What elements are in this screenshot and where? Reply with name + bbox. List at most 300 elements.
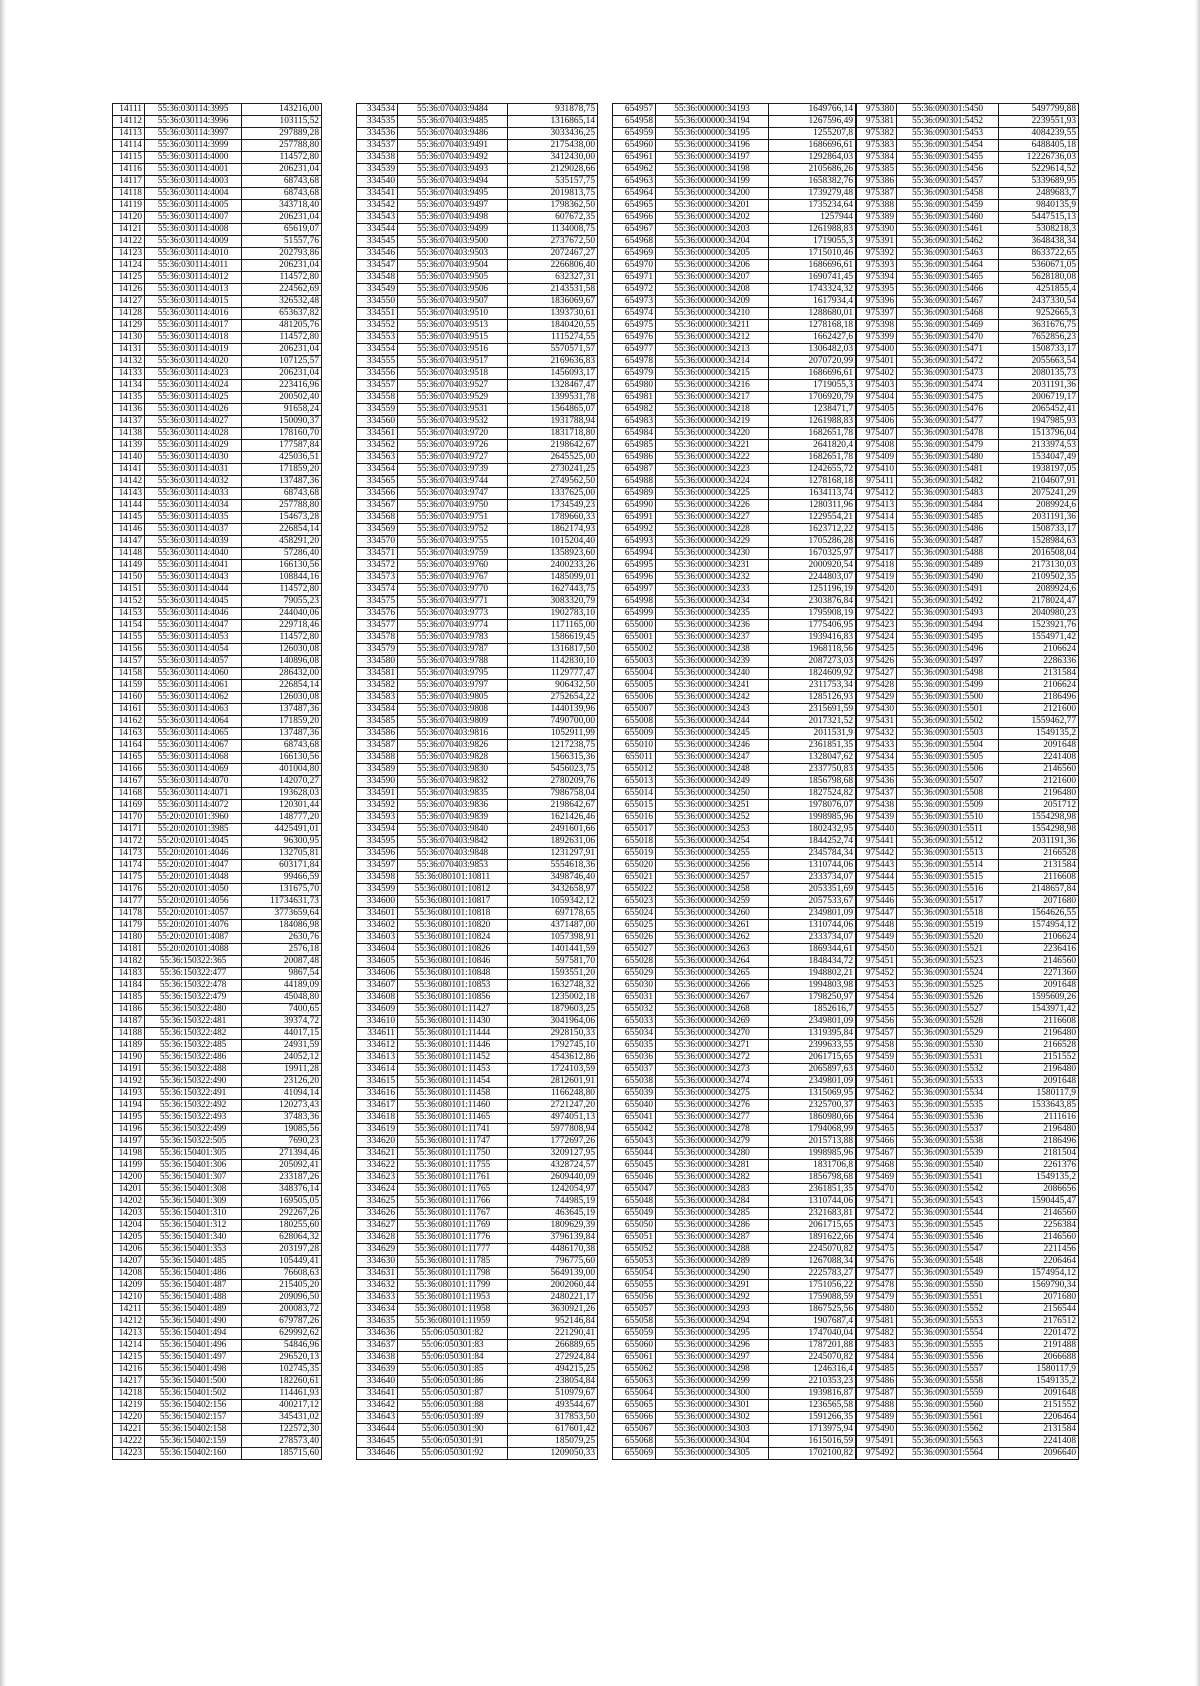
row-number-cell: 975413 bbox=[857, 500, 897, 512]
cadastral-number-cell: 55:06:050301:85 bbox=[398, 1364, 508, 1376]
row-number-cell: 14156 bbox=[113, 644, 145, 656]
table-row bbox=[857, 212, 1079, 224]
table-row bbox=[613, 536, 856, 548]
row-number-cell: 975459 bbox=[857, 1052, 897, 1064]
table-row bbox=[357, 1268, 598, 1280]
row-number-cell: 975486 bbox=[857, 1376, 897, 1388]
value-cell: 1775406,95 bbox=[769, 620, 856, 632]
cadastral-number-cell: 55:36:090301:5464 bbox=[897, 260, 999, 272]
cadastral-number-cell: 55:36:000000:34287 bbox=[656, 1232, 769, 1244]
table-row bbox=[113, 164, 322, 176]
table-row bbox=[857, 1292, 1079, 1304]
cadastral-number-cell: 55:36:070403:9788 bbox=[398, 656, 508, 668]
row-number-cell: 655024 bbox=[613, 908, 656, 920]
table-row bbox=[357, 764, 598, 776]
table-row bbox=[613, 764, 856, 776]
table-row bbox=[857, 800, 1079, 812]
cadastral-number-cell: 55:36:090301:5562 bbox=[897, 1424, 999, 1436]
cadastral-number-cell: 55:36:030114:4035 bbox=[145, 512, 242, 524]
row-number-cell: 975478 bbox=[857, 1280, 897, 1292]
row-number-cell: 334601 bbox=[357, 908, 398, 920]
value-cell: 4371487,00 bbox=[508, 920, 598, 932]
value-cell: 1554971,42 bbox=[999, 632, 1079, 644]
value-cell: 2349801,09 bbox=[769, 1076, 856, 1088]
value-cell: 2225783,27 bbox=[769, 1268, 856, 1280]
table-row bbox=[113, 836, 322, 848]
table-row bbox=[613, 860, 856, 872]
cadastral-number-cell: 55:36:090301:5537 bbox=[897, 1124, 999, 1136]
cadastral-number-cell: 55:36:000000:34280 bbox=[656, 1148, 769, 1160]
table-row bbox=[357, 476, 598, 488]
row-number-cell: 334567 bbox=[357, 500, 398, 512]
table-row bbox=[113, 596, 322, 608]
value-cell: 2053351,69 bbox=[769, 884, 856, 896]
value-cell: 5229614,52 bbox=[999, 164, 1079, 176]
row-number-cell: 654990 bbox=[613, 500, 656, 512]
table-row bbox=[613, 1292, 856, 1304]
value-cell: 2015713,88 bbox=[769, 1136, 856, 1148]
cadastral-number-cell: 55:36:150322:482 bbox=[145, 1028, 242, 1040]
row-number-cell: 14179 bbox=[113, 920, 145, 932]
cadastral-number-cell: 55:36:090301:5556 bbox=[897, 1352, 999, 1364]
row-number-cell: 14133 bbox=[113, 368, 145, 380]
table-row bbox=[113, 908, 322, 920]
value-cell: 1292864,03 bbox=[769, 152, 856, 164]
row-number-cell: 655010 bbox=[613, 740, 656, 752]
cadastral-number-cell: 55:20:020101:4046 bbox=[145, 848, 242, 860]
value-cell: 1798362,50 bbox=[508, 200, 598, 212]
cadastral-number-cell: 55:36:000000:34298 bbox=[656, 1364, 769, 1376]
row-number-cell: 654998 bbox=[613, 596, 656, 608]
table-row bbox=[613, 380, 856, 392]
table-row bbox=[113, 224, 322, 236]
cadastral-number-cell: 55:36:090301:5507 bbox=[897, 776, 999, 788]
cadastral-number-cell: 55:36:090301:5542 bbox=[897, 1184, 999, 1196]
row-number-cell: 14163 bbox=[113, 728, 145, 740]
value-cell: 5308218,3 bbox=[999, 224, 1079, 236]
row-number-cell: 654958 bbox=[613, 116, 656, 128]
row-number-cell: 14143 bbox=[113, 488, 145, 500]
table-row bbox=[857, 332, 1079, 344]
value-cell: 603171,84 bbox=[242, 860, 322, 872]
row-number-cell: 655054 bbox=[613, 1268, 656, 1280]
row-number-cell: 14176 bbox=[113, 884, 145, 896]
value-cell: 1879603,25 bbox=[508, 1004, 598, 1016]
row-number-cell: 334576 bbox=[357, 608, 398, 620]
row-number-cell: 14178 bbox=[113, 908, 145, 920]
value-cell: 2303876,84 bbox=[769, 596, 856, 608]
value-cell: 1939816,87 bbox=[769, 1388, 856, 1400]
cadastral-number-cell: 55:36:150402:157 bbox=[145, 1412, 242, 1424]
value-cell: 148777,20 bbox=[242, 812, 322, 824]
table-row bbox=[857, 224, 1079, 236]
row-number-cell: 975481 bbox=[857, 1316, 897, 1328]
table-row bbox=[357, 452, 598, 464]
table-row bbox=[113, 956, 322, 968]
row-number-cell: 975409 bbox=[857, 452, 897, 464]
cadastral-number-cell: 55:36:000000:34270 bbox=[656, 1028, 769, 1040]
value-cell: 1319395,84 bbox=[769, 1028, 856, 1040]
row-number-cell: 654987 bbox=[613, 464, 656, 476]
row-number-cell: 654977 bbox=[613, 344, 656, 356]
row-number-cell: 334618 bbox=[357, 1112, 398, 1124]
cadastral-number-cell: 55:36:030114:4071 bbox=[145, 788, 242, 800]
value-cell: 1658382,76 bbox=[769, 176, 856, 188]
value-cell: 1892631,06 bbox=[508, 836, 598, 848]
cadastral-number-cell: 55:36:000000:34242 bbox=[656, 692, 769, 704]
value-cell: 1682651,78 bbox=[769, 452, 856, 464]
cadastral-number-cell: 55:36:150401:312 bbox=[145, 1220, 242, 1232]
cadastral-number-cell: 55:36:080101:11767 bbox=[398, 1208, 508, 1220]
cadastral-number-cell: 55:36:150322:486 bbox=[145, 1052, 242, 1064]
table-row bbox=[613, 944, 856, 956]
row-number-cell: 975445 bbox=[857, 884, 897, 896]
cadastral-number-cell: 55:36:030114:4024 bbox=[145, 380, 242, 392]
table-row bbox=[357, 1028, 598, 1040]
cadastral-number-cell: 55:36:000000:34267 bbox=[656, 992, 769, 1004]
row-number-cell: 334555 bbox=[357, 356, 398, 368]
row-number-cell: 14207 bbox=[113, 1256, 145, 1268]
table-row bbox=[613, 1340, 856, 1352]
table-row bbox=[357, 908, 598, 920]
row-number-cell: 14147 bbox=[113, 536, 145, 548]
table-row bbox=[113, 944, 322, 956]
table-row bbox=[857, 1028, 1079, 1040]
value-cell: 2576,18 bbox=[242, 944, 322, 956]
table-row bbox=[113, 932, 322, 944]
table-row bbox=[613, 1184, 856, 1196]
row-number-cell: 655035 bbox=[613, 1040, 656, 1052]
cadastral-table-4 bbox=[856, 103, 1079, 1460]
row-number-cell: 14124 bbox=[113, 260, 145, 272]
value-cell: 1255207,8 bbox=[769, 128, 856, 140]
row-number-cell: 655001 bbox=[613, 632, 656, 644]
value-cell: 271394,46 bbox=[242, 1148, 322, 1160]
row-number-cell: 14199 bbox=[113, 1160, 145, 1172]
row-number-cell: 14219 bbox=[113, 1400, 145, 1412]
row-number-cell: 14180 bbox=[113, 932, 145, 944]
table-row bbox=[857, 1232, 1079, 1244]
row-number-cell: 334599 bbox=[357, 884, 398, 896]
table-row bbox=[613, 968, 856, 980]
value-cell: 1569790,34 bbox=[999, 1280, 1079, 1292]
value-cell: 1994803,98 bbox=[769, 980, 856, 992]
cadastral-number-cell: 55:36:000000:34269 bbox=[656, 1016, 769, 1028]
row-number-cell: 14200 bbox=[113, 1172, 145, 1184]
table-row bbox=[113, 1196, 322, 1208]
cadastral-number-cell: 55:36:070403:9826 bbox=[398, 740, 508, 752]
row-number-cell: 654959 bbox=[613, 128, 656, 140]
cadastral-number-cell: 55:36:030114:4072 bbox=[145, 800, 242, 812]
table-row bbox=[613, 1448, 856, 1460]
row-number-cell: 655014 bbox=[613, 788, 656, 800]
cadastral-number-cell: 55:36:070403:9770 bbox=[398, 584, 508, 596]
cadastral-number-cell: 55:36:030114:4032 bbox=[145, 476, 242, 488]
value-cell: 1938197,05 bbox=[999, 464, 1079, 476]
row-number-cell: 14137 bbox=[113, 416, 145, 428]
value-cell: 2066688 bbox=[999, 1352, 1079, 1364]
table-row bbox=[857, 884, 1079, 896]
table-row bbox=[613, 452, 856, 464]
value-cell: 4543612,86 bbox=[508, 1052, 598, 1064]
value-cell: 1734549,23 bbox=[508, 500, 598, 512]
row-number-cell: 334617 bbox=[357, 1100, 398, 1112]
cadastral-number-cell: 55:36:090301:5540 bbox=[897, 1160, 999, 1172]
value-cell: 224562,69 bbox=[242, 284, 322, 296]
row-number-cell: 14185 bbox=[113, 992, 145, 1004]
value-cell: 1310744,06 bbox=[769, 920, 856, 932]
row-number-cell: 655061 bbox=[613, 1352, 656, 1364]
value-cell: 1242655,72 bbox=[769, 464, 856, 476]
table-row bbox=[857, 980, 1079, 992]
value-cell: 103115,52 bbox=[242, 116, 322, 128]
row-number-cell: 334568 bbox=[357, 512, 398, 524]
cadastral-number-cell: 55:36:030114:4064 bbox=[145, 716, 242, 728]
row-number-cell: 975462 bbox=[857, 1088, 897, 1100]
table-row bbox=[857, 836, 1079, 848]
value-cell: 1528984,63 bbox=[999, 536, 1079, 548]
cadastral-number-cell: 55:36:070403:9507 bbox=[398, 296, 508, 308]
row-number-cell: 655051 bbox=[613, 1232, 656, 1244]
table-row bbox=[113, 1244, 322, 1256]
value-cell: 1719055,3 bbox=[769, 236, 856, 248]
value-cell: 2244803,07 bbox=[769, 572, 856, 584]
cadastral-number-cell: 55:36:000000:34301 bbox=[656, 1400, 769, 1412]
table-row bbox=[113, 176, 322, 188]
table-row bbox=[613, 848, 856, 860]
value-cell: 3412430,00 bbox=[508, 152, 598, 164]
cadastral-number-cell: 55:36:030114:4028 bbox=[145, 428, 242, 440]
row-number-cell: 654964 bbox=[613, 188, 656, 200]
table-row bbox=[113, 1028, 322, 1040]
value-cell: 2006719,17 bbox=[999, 392, 1079, 404]
cadastral-number-cell: 55:36:090301:5550 bbox=[897, 1280, 999, 1292]
cadastral-number-cell: 55:36:000000:34236 bbox=[656, 620, 769, 632]
table-row bbox=[357, 584, 598, 596]
cadastral-number-cell: 55:36:000000:34231 bbox=[656, 560, 769, 572]
row-number-cell: 14174 bbox=[113, 860, 145, 872]
cadastral-number-cell: 55:36:030114:4010 bbox=[145, 248, 242, 260]
row-number-cell: 14121 bbox=[113, 224, 145, 236]
cadastral-number-cell: 55:36:090301:5457 bbox=[897, 176, 999, 188]
cadastral-number-cell: 55:36:150401:490 bbox=[145, 1316, 242, 1328]
row-number-cell: 654985 bbox=[613, 440, 656, 452]
cadastral-number-cell: 55:36:090301:5564 bbox=[897, 1448, 999, 1460]
table-row bbox=[613, 800, 856, 812]
table-row bbox=[357, 104, 598, 116]
value-cell: 3041964,06 bbox=[508, 1016, 598, 1028]
table-row bbox=[113, 116, 322, 128]
value-cell: 1939416,83 bbox=[769, 632, 856, 644]
row-number-cell: 14152 bbox=[113, 596, 145, 608]
row-number-cell: 334612 bbox=[357, 1040, 398, 1052]
table-row bbox=[613, 1412, 856, 1424]
cadastral-number-cell: 55:36:090301:5543 bbox=[897, 1196, 999, 1208]
cadastral-number-cell: 55:36:090301:5484 bbox=[897, 500, 999, 512]
table-row bbox=[613, 560, 856, 572]
value-cell: 952146,84 bbox=[508, 1316, 598, 1328]
cadastral-number-cell: 55:36:090301:5469 bbox=[897, 320, 999, 332]
table-row bbox=[613, 308, 856, 320]
table-row bbox=[357, 164, 598, 176]
table-row bbox=[857, 1196, 1079, 1208]
row-number-cell: 14162 bbox=[113, 716, 145, 728]
value-cell: 238054,84 bbox=[508, 1376, 598, 1388]
cadastral-number-cell: 55:36:000000:34209 bbox=[656, 296, 769, 308]
cadastral-number-cell: 55:36:080101:10826 bbox=[398, 944, 508, 956]
value-cell: 1595609,26 bbox=[999, 992, 1079, 1004]
cadastral-number-cell: 55:36:000000:34194 bbox=[656, 116, 769, 128]
value-cell: 2812601,91 bbox=[508, 1076, 598, 1088]
cadastral-number-cell: 55:36:090301:5520 bbox=[897, 932, 999, 944]
table-row bbox=[613, 548, 856, 560]
table-row bbox=[113, 1292, 322, 1304]
value-cell: 1719055,3 bbox=[769, 380, 856, 392]
cadastral-number-cell: 55:36:070403:9510 bbox=[398, 308, 508, 320]
row-number-cell: 14128 bbox=[113, 308, 145, 320]
cadastral-number-cell: 55:36:030114:4026 bbox=[145, 404, 242, 416]
row-number-cell: 975454 bbox=[857, 992, 897, 1004]
cadastral-number-cell: 55:36:070403:9720 bbox=[398, 428, 508, 440]
table-row bbox=[613, 1268, 856, 1280]
cadastral-number-cell: 55:36:080101:10817 bbox=[398, 896, 508, 908]
row-number-cell: 655066 bbox=[613, 1412, 656, 1424]
row-number-cell: 14131 bbox=[113, 344, 145, 356]
value-cell: 169505,05 bbox=[242, 1196, 322, 1208]
row-number-cell: 655025 bbox=[613, 920, 656, 932]
table-row bbox=[857, 416, 1079, 428]
value-cell: 2749562,50 bbox=[508, 476, 598, 488]
cadastral-number-cell: 55:36:030114:4068 bbox=[145, 752, 242, 764]
row-number-cell: 334641 bbox=[357, 1388, 398, 1400]
table-row bbox=[857, 512, 1079, 524]
table-row bbox=[857, 1172, 1079, 1184]
table-row bbox=[857, 188, 1079, 200]
table-row bbox=[113, 1052, 322, 1064]
value-cell: 120301,44 bbox=[242, 800, 322, 812]
row-number-cell: 14117 bbox=[113, 176, 145, 188]
value-cell: 2146560 bbox=[999, 956, 1079, 968]
cadastral-number-cell: 55:36:090301:5523 bbox=[897, 956, 999, 968]
value-cell: 126030,08 bbox=[242, 692, 322, 704]
value-cell: 12226736,03 bbox=[999, 152, 1079, 164]
value-cell: 1662427,6 bbox=[769, 332, 856, 344]
cadastral-number-cell: 55:36:000000:34210 bbox=[656, 308, 769, 320]
row-number-cell: 14127 bbox=[113, 296, 145, 308]
row-number-cell: 14165 bbox=[113, 752, 145, 764]
value-cell: 185715,60 bbox=[242, 1448, 322, 1460]
cadastral-number-cell: 55:36:000000:34262 bbox=[656, 932, 769, 944]
row-number-cell: 334536 bbox=[357, 128, 398, 140]
row-number-cell: 655019 bbox=[613, 848, 656, 860]
cadastral-number-cell: 55:36:000000:34219 bbox=[656, 416, 769, 428]
value-cell: 2104607,91 bbox=[999, 476, 1079, 488]
value-cell: 1235002,18 bbox=[508, 992, 598, 1004]
cadastral-number-cell: 55:36:090301:5555 bbox=[897, 1340, 999, 1352]
cadastral-number-cell: 55:36:090301:5516 bbox=[897, 884, 999, 896]
row-number-cell: 654979 bbox=[613, 368, 656, 380]
table-row bbox=[357, 992, 598, 1004]
table-row bbox=[857, 404, 1079, 416]
row-number-cell: 334564 bbox=[357, 464, 398, 476]
row-number-cell: 334636 bbox=[357, 1328, 398, 1340]
cadastral-number-cell: 55:36:150322:479 bbox=[145, 992, 242, 1004]
row-number-cell: 334630 bbox=[357, 1256, 398, 1268]
row-number-cell: 975431 bbox=[857, 716, 897, 728]
table-row bbox=[113, 128, 322, 140]
value-cell: 2349801,09 bbox=[769, 908, 856, 920]
value-cell: 1337625,00 bbox=[508, 488, 598, 500]
table-row bbox=[113, 872, 322, 884]
table-row bbox=[113, 884, 322, 896]
value-cell: 1554298,98 bbox=[999, 812, 1079, 824]
cadastral-number-cell: 55:06:050301:82 bbox=[398, 1328, 508, 1340]
table-row bbox=[857, 560, 1079, 572]
table-row bbox=[357, 212, 598, 224]
row-number-cell: 975461 bbox=[857, 1076, 897, 1088]
value-cell: 1789660,33 bbox=[508, 512, 598, 524]
cadastral-number-cell: 55:36:070403:9744 bbox=[398, 476, 508, 488]
table-row bbox=[357, 1100, 598, 1112]
cadastral-number-cell: 55:36:090301:5519 bbox=[897, 920, 999, 932]
table-row bbox=[857, 548, 1079, 560]
row-number-cell: 655027 bbox=[613, 944, 656, 956]
row-number-cell: 975446 bbox=[857, 896, 897, 908]
table-row bbox=[613, 1436, 856, 1448]
cadastral-number-cell: 55:36:000000:34304 bbox=[656, 1436, 769, 1448]
cadastral-number-cell: 55:36:150402:160 bbox=[145, 1448, 242, 1460]
row-number-cell: 14132 bbox=[113, 356, 145, 368]
table-row bbox=[613, 212, 856, 224]
value-cell: 1306482,03 bbox=[769, 344, 856, 356]
value-cell: 1591266,35 bbox=[769, 1412, 856, 1424]
table-row bbox=[357, 1412, 598, 1424]
row-number-cell: 334587 bbox=[357, 740, 398, 752]
table-row bbox=[113, 536, 322, 548]
value-cell: 2630,76 bbox=[242, 932, 322, 944]
cadastral-number-cell: 55:36:150401:309 bbox=[145, 1196, 242, 1208]
table-row bbox=[857, 356, 1079, 368]
value-cell: 2361851,35 bbox=[769, 740, 856, 752]
row-number-cell: 655069 bbox=[613, 1448, 656, 1460]
cadastral-number-cell: 55:36:080101:10820 bbox=[398, 920, 508, 932]
table-row bbox=[613, 284, 856, 296]
value-cell: 200083,72 bbox=[242, 1304, 322, 1316]
row-number-cell: 334546 bbox=[357, 248, 398, 260]
row-number-cell: 14177 bbox=[113, 896, 145, 908]
table-row bbox=[857, 944, 1079, 956]
value-cell: 2121600 bbox=[999, 776, 1079, 788]
row-number-cell: 334586 bbox=[357, 728, 398, 740]
row-number-cell: 14145 bbox=[113, 512, 145, 524]
table-row bbox=[857, 932, 1079, 944]
row-number-cell: 14123 bbox=[113, 248, 145, 260]
value-cell: 2057533,67 bbox=[769, 896, 856, 908]
value-cell: 68743,68 bbox=[242, 740, 322, 752]
table-row bbox=[857, 140, 1079, 152]
cadastral-number-cell: 55:36:090301:5473 bbox=[897, 368, 999, 380]
cadastral-number-cell: 55:36:070403:9529 bbox=[398, 392, 508, 404]
table-row bbox=[857, 284, 1079, 296]
cadastral-number-cell: 55:06:050301:92 bbox=[398, 1448, 508, 1460]
table-row bbox=[857, 1352, 1079, 1364]
value-cell: 1209050,33 bbox=[508, 1448, 598, 1460]
value-cell: 679787,26 bbox=[242, 1316, 322, 1328]
cadastral-number-cell: 55:36:090301:5563 bbox=[897, 1436, 999, 1448]
table-row bbox=[357, 836, 598, 848]
cadastral-number-cell: 55:36:000000:34202 bbox=[656, 212, 769, 224]
row-number-cell: 334561 bbox=[357, 428, 398, 440]
